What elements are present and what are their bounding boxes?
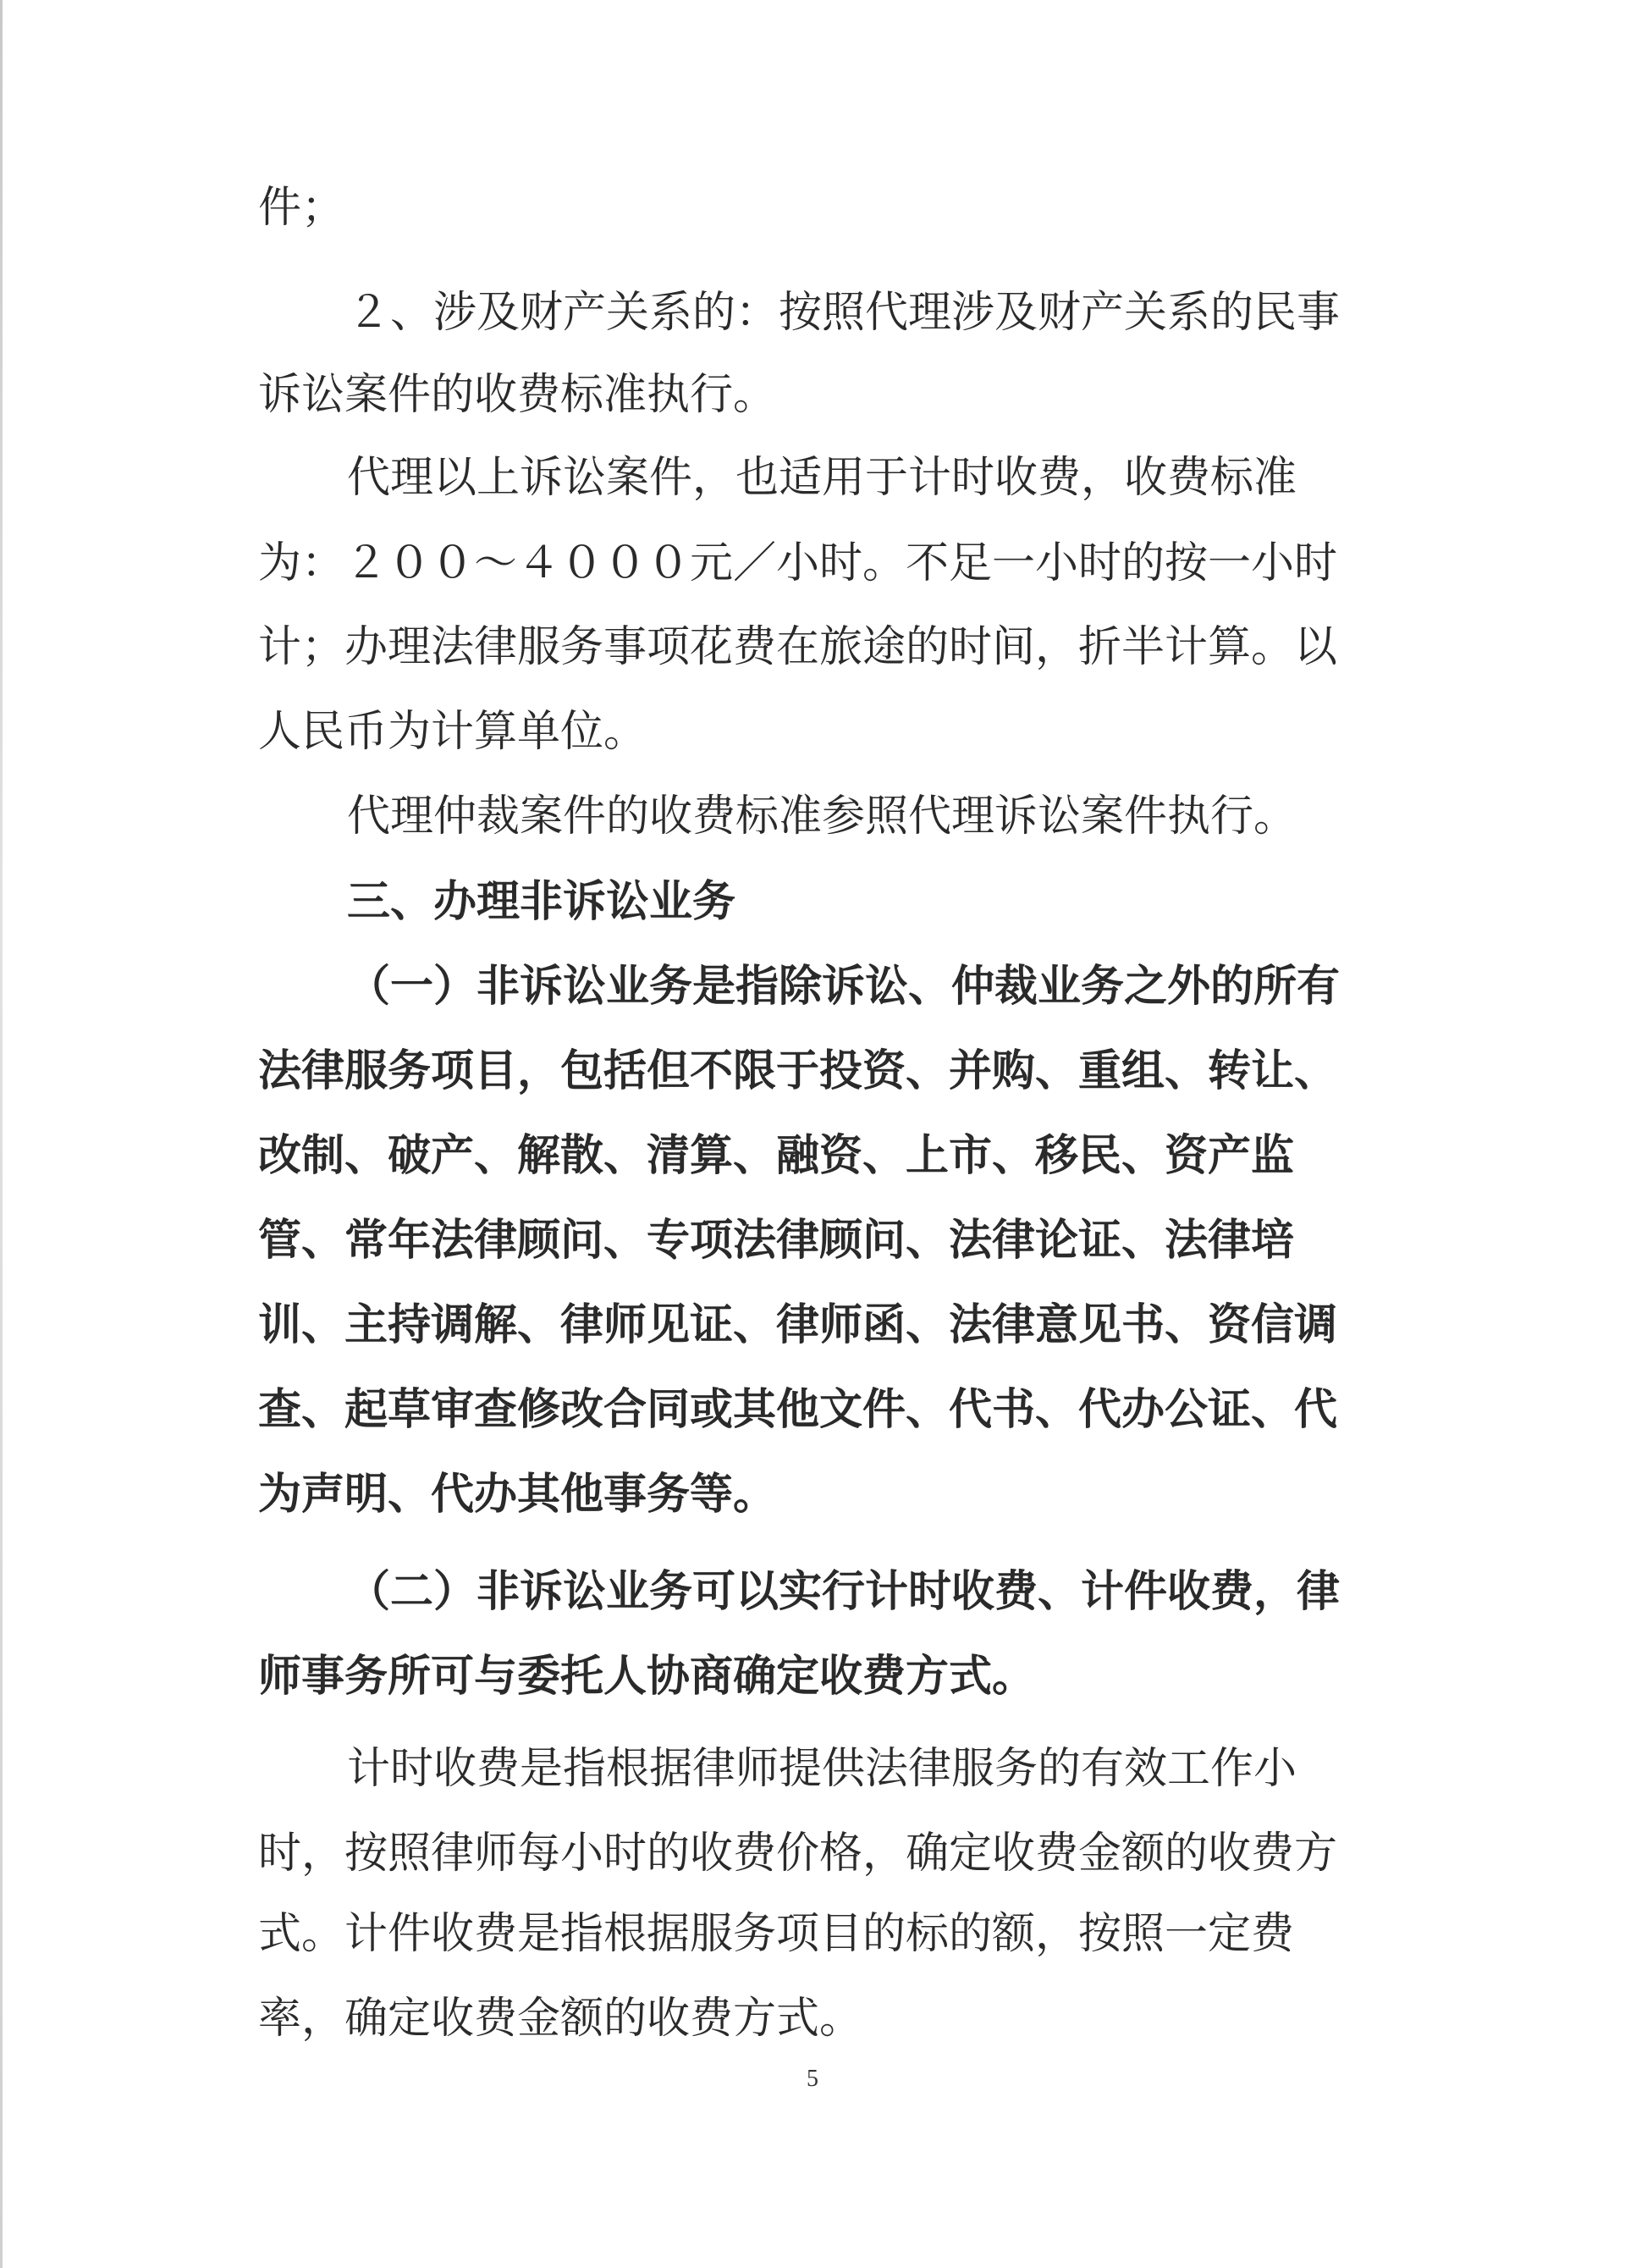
text-line-1: 件； bbox=[258, 183, 345, 233]
text-line-5: 为：２００～４０００元／小时。不足一小时的按一小时 bbox=[258, 538, 1338, 588]
section-heading: 三、办理非诉讼业务 bbox=[347, 876, 736, 927]
text-line-10: （一）非诉讼业务是指除诉讼、仲裁业务之外的所有 bbox=[347, 961, 1341, 1012]
text-line-12: 改制、破产、解散、清算、融资、上市、移民、资产监 bbox=[258, 1130, 1295, 1181]
text-line-22: 率，确定收费金额的收费方式。 bbox=[258, 1994, 863, 2044]
text-line-4: 代理以上诉讼案件，也适用于计时收费，收费标准 bbox=[347, 453, 1297, 503]
text-line-14: 训、主持调解、律师见证、律师函、法律意见书、资信调 bbox=[258, 1300, 1338, 1350]
text-line-17: （二）非诉讼业务可以实行计时收费、计件收费，律 bbox=[347, 1566, 1341, 1617]
text-line-20: 时，按照律师每小时的收费价格，确定收费金额的收费方 bbox=[258, 1829, 1338, 1879]
text-line-15: 查、起草审查修改合同或其他文件、代书、代办公证、代 bbox=[258, 1384, 1338, 1435]
text-line-11: 法律服务项目，包括但不限于投资、并购、重组、转让、 bbox=[258, 1046, 1338, 1096]
text-line-7: 人民币为计算单位。 bbox=[258, 707, 647, 757]
text-line-16: 为声明、代办其他事务等。 bbox=[258, 1469, 777, 1520]
text-line-19: 计时收费是指根据律师提供法律服务的有效工作小 bbox=[347, 1744, 1297, 1794]
text-line-13: 管、常年法律顾问、专项法律顾问、法律论证、法律培 bbox=[258, 1215, 1295, 1266]
text-line-8: 代理仲裁案件的收费标准参照代理诉讼案件执行。 bbox=[347, 792, 1297, 842]
page-number: 5 bbox=[807, 2066, 818, 2092]
text-line-6: 计；办理法律服务事项花费在旅途的时间，折半计算。以 bbox=[258, 622, 1338, 672]
text-line-2: ２、涉及财产关系的：按照代理涉及财产关系的民事 bbox=[347, 288, 1341, 338]
text-line-18: 师事务所可与委托人协商确定收费方式。 bbox=[258, 1651, 1036, 1702]
text-line-21: 式。计件收费是指根据服务项目的标的额，按照一定费 bbox=[258, 1909, 1295, 1959]
text-line-3: 诉讼案件的收费标准执行。 bbox=[258, 370, 777, 420]
